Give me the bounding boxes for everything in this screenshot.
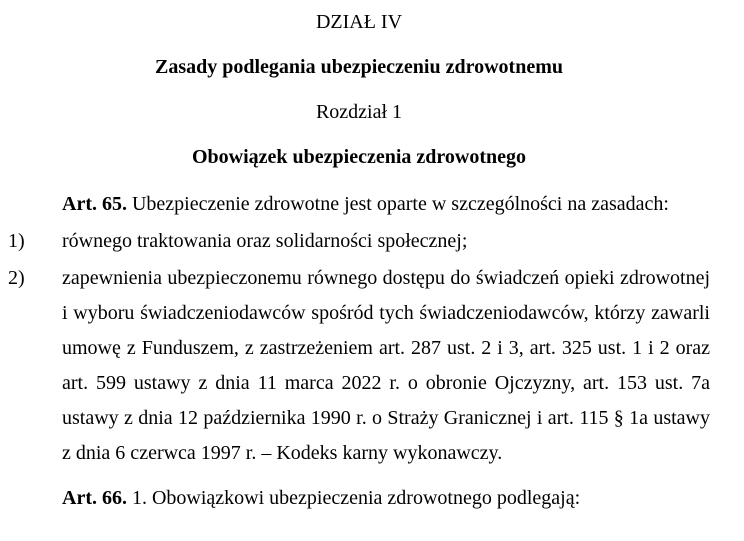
list-item-2-text: zapewnienia ubezpieczonemu równego dostępu do świadczeń opieki zdrowotnej i wyboru świadczeniodawców spośród tych świadczeniodawców, którzy zawarli umowę z Funduszem, z zastrzeżeniem art. 287 ust. 2 i 3, art. 325 ust. 1 i 2 oraz art. 599 ustawy z dnia 11 marca 2022 r. o obronie Ojczyzny, art. 153 ust. 7a ustawy z dnia 12 października 1990 r. o Straży Granicznej i art. 115 § 1a ustawy z dnia 6 czerwca 1997 r. – Kodeks karny wykonawczy. [62, 267, 710, 464]
list-item-2 [8, 261, 710, 471]
art-66-paragraph [8, 481, 710, 516]
list-item-1-text: równego traktowania oraz solidarności społecznej; [62, 230, 468, 252]
chapter-title: Obowiązek ubezpieczenia zdrowotnego [191, 146, 527, 168]
art-66-text: 1. Obowiązkowi ubezpieczenia zdrowotnego podlegają: [131, 487, 581, 509]
art-66-label: Art. 66. [62, 487, 127, 509]
section-header: DZIAŁ IV [315, 11, 403, 33]
art-65-intro-text: Ubezpieczenie zdrowotne jest oparte w szczególności na zasadach: [131, 193, 669, 215]
list-item-1-number: 1) [8, 230, 25, 252]
chapter-header: Rozdział 1 [315, 101, 403, 123]
list-item-1 [8, 224, 710, 259]
art-65-label: Art. 65. [62, 193, 127, 215]
section-title: Zasady podlegania ubezpieczeniu zdrowotnemu [155, 56, 563, 78]
art-65-paragraph [8, 187, 710, 222]
list-item-2-number: 2) [8, 267, 25, 289]
